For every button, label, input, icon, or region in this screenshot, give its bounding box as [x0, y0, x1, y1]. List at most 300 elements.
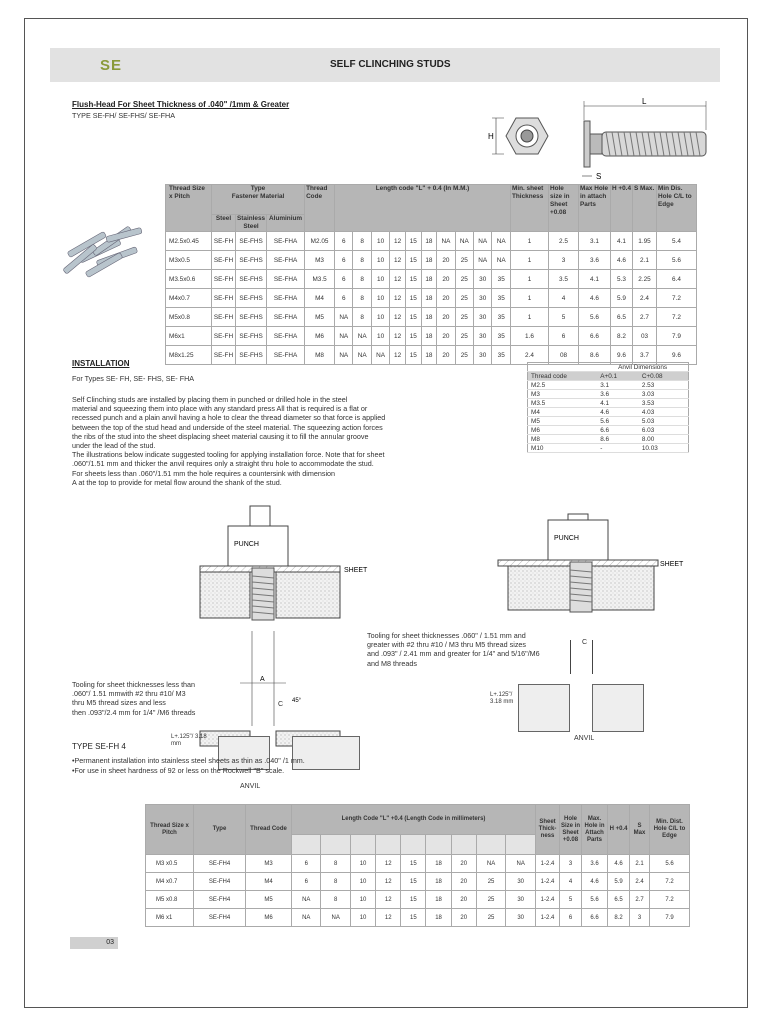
depth-label-left: L+.125"/ 3.18 mm	[171, 734, 207, 747]
anvil-cell: M8	[528, 435, 598, 444]
studs-spec-table	[165, 184, 697, 365]
anvil-cell: M3.5	[528, 399, 598, 408]
table-cell: SE-FH	[212, 270, 236, 289]
anvil-cell: 2.53	[639, 381, 689, 390]
table-cell: 15	[405, 327, 421, 346]
table-cell: 30	[474, 270, 492, 289]
table-cell: 30	[506, 873, 536, 891]
table-cell: 15	[405, 346, 421, 365]
table-cell: 30	[474, 289, 492, 308]
table-cell: M6x1	[166, 327, 212, 346]
table-cell: 10	[350, 909, 375, 927]
table-cell: NA	[492, 232, 511, 251]
table-cell: NA	[492, 251, 511, 270]
tooling-left-drawing	[200, 506, 380, 746]
table-cell: 1	[511, 289, 549, 308]
table-row	[166, 289, 697, 308]
dim-s-label: S	[596, 172, 602, 181]
table-cell: SE-FH4	[194, 873, 246, 891]
col-type	[212, 185, 305, 215]
dim-l-label: L	[642, 97, 647, 106]
col-length: Length code "L" + 0.4 (In M.M.)	[335, 185, 511, 232]
table-cell: 4	[560, 873, 582, 891]
fh4-col-code: Thread Code	[246, 805, 292, 855]
fh4-bullet-1: •Permanent installation into stainless steel sheets as thin as .040" /1 mm.	[72, 756, 305, 765]
table-cell: 3	[549, 251, 579, 270]
table-cell: M5x0.8	[166, 308, 212, 327]
table-cell: 4.1	[579, 270, 611, 289]
table-cell: 5.4	[657, 232, 697, 251]
table-cell: 2.4	[511, 346, 549, 365]
table-cell: 1-2.4	[536, 891, 560, 909]
table-cell: 5.6	[657, 251, 697, 270]
anvil-cell: 6.6	[597, 426, 639, 435]
table-cell: SE-FHA	[267, 251, 305, 270]
table-row	[166, 270, 697, 289]
anvil-dimensions-table	[527, 362, 689, 453]
table-row	[146, 891, 690, 909]
angle-label: 45°	[292, 698, 302, 704]
table-cell: SE-FH	[212, 251, 236, 270]
anvil-row	[528, 426, 689, 435]
col-h: H +0.4	[611, 185, 633, 232]
table-cell: 1	[511, 270, 549, 289]
anvil-cell: 3.03	[639, 390, 689, 399]
punch-label-right: PUNCH	[554, 535, 579, 542]
table-cell: 20	[437, 270, 455, 289]
fh4-spec-table	[145, 804, 690, 927]
tooling-right-drawing	[498, 514, 684, 624]
table-cell: 8.2	[611, 327, 633, 346]
intro-types: TYPE SE-FH/ SE-FHS/ SE-FHA	[72, 111, 176, 120]
table-cell: 8	[353, 289, 371, 308]
table-cell: 12	[376, 891, 401, 909]
table-cell: 20	[451, 891, 476, 909]
table-cell: NA	[321, 909, 350, 927]
table-row	[166, 308, 697, 327]
table-cell: NA	[474, 251, 492, 270]
table-cell: 8	[353, 270, 371, 289]
table-cell: 5.6	[650, 855, 690, 873]
table-cell: 1-2.4	[536, 855, 560, 873]
text-line: between the top of the stud head and underside of the steel material. The squeezing action forces	[72, 422, 383, 432]
table-cell: 4.1	[611, 232, 633, 251]
stud-side-view	[582, 97, 706, 181]
table-cell: 25	[455, 327, 473, 346]
table-cell: 15	[405, 289, 421, 308]
table-cell: 7.2	[650, 873, 690, 891]
anvil-col-c: C+0.08	[639, 372, 689, 381]
table-cell: 20	[451, 909, 476, 927]
table-cell: 20	[437, 289, 455, 308]
table-cell: 6	[560, 909, 582, 927]
anvil-row	[528, 399, 689, 408]
table-cell: SE-FHS	[236, 308, 267, 327]
table-cell: 1-2.4	[536, 909, 560, 927]
fh4-col-hole: Hole Size in Sheet +0.08	[560, 805, 582, 855]
table-cell: SE-FHS	[236, 346, 267, 365]
fh4-col-max-hole: Max. Hole in Attach Parts	[582, 805, 608, 855]
fh4-bullet-2: •For use in sheet hardness of 92 or less on the Rockwell "B" scale.	[72, 766, 285, 775]
table-cell: 1	[511, 232, 549, 251]
table-cell: 3	[560, 855, 582, 873]
table-cell: 35	[492, 327, 511, 346]
page-number: 03	[70, 937, 118, 949]
anvil-cell: 6.03	[639, 426, 689, 435]
fh4-spec-rows	[146, 855, 690, 927]
table-cell: SE-FHA	[267, 308, 305, 327]
table-cell: 18	[426, 873, 451, 891]
table-cell: 9.6	[657, 346, 697, 365]
table-cell: 25	[476, 909, 505, 927]
table-cell: M4	[246, 873, 292, 891]
table-cell: 10	[371, 232, 389, 251]
text-line: Tooling for sheet thicknesses .060" / 1.51 mm and	[367, 631, 526, 640]
table-cell: 6.4	[657, 270, 697, 289]
table-row	[166, 327, 697, 346]
anvil-cell: 3.6	[597, 390, 639, 399]
table-cell: 18	[421, 327, 437, 346]
table-cell: 8	[321, 891, 350, 909]
table-cell: 7.2	[657, 308, 697, 327]
text-line: .060"/ 1.51 mmwith #2 thru #10/ M3	[72, 689, 186, 699]
text-line: .060"/1.51 mm and thicker the anvil requires only a straight thru hole to accommodate the stud.	[72, 459, 374, 469]
table-cell: 2.1	[630, 855, 650, 873]
table-cell: NA	[455, 232, 473, 251]
table-cell: 6.5	[611, 308, 633, 327]
col-steel: Steel	[212, 215, 236, 232]
table-cell: SE-FH4	[194, 909, 246, 927]
table-cell: 1.6	[511, 327, 549, 346]
table-cell: 5.3	[611, 270, 633, 289]
anvil-cell: 10.03	[639, 444, 689, 453]
anvil-cell: M5	[528, 417, 598, 426]
fh4-heading: TYPE SE-FH 4	[72, 742, 126, 751]
table-cell: 18	[421, 346, 437, 365]
depth-label-right: L+.125"/ 3.18 mm	[490, 692, 514, 705]
table-cell: 5.9	[608, 873, 630, 891]
anvil-label-left: ANVIL	[240, 783, 261, 790]
table-cell: 12	[390, 251, 406, 270]
table-cell: M5 x0.8	[146, 891, 194, 909]
text-line: material and squeezing them into place with any standard press All that is required is a flat or	[72, 404, 368, 414]
table-cell: 2.4	[630, 873, 650, 891]
stud-end-view	[488, 118, 548, 154]
anvil-cell: M3	[528, 390, 598, 399]
table-cell: 03	[633, 327, 657, 346]
table-cell: 5	[560, 891, 582, 909]
table-cell: NA	[353, 346, 371, 365]
table-cell: 7.9	[650, 909, 690, 927]
table-cell: NA	[292, 909, 321, 927]
table-cell: 10	[371, 308, 389, 327]
anvil-cell: 4.03	[639, 408, 689, 417]
table-cell: 3.1	[579, 232, 611, 251]
table-cell: M5	[246, 891, 292, 909]
col-stainless: Stainless Steel	[237, 215, 266, 230]
table-cell: 10	[371, 289, 389, 308]
table-cell: 10	[371, 251, 389, 270]
text-line: A at the top to provide for metal flow around the shank of the stud.	[72, 477, 282, 487]
table-cell: 12	[376, 873, 401, 891]
table-cell: 12	[390, 346, 406, 365]
table-cell: 10	[371, 327, 389, 346]
text-line: For sheets less than .060"/1.51 mm the hole requires a countersink with dimension	[72, 468, 336, 478]
table-cell: 12	[390, 327, 406, 346]
anvil-row	[528, 417, 689, 426]
table-cell: 18	[426, 891, 451, 909]
table-cell: SE-FHS	[236, 289, 267, 308]
table-cell: SE-FH	[212, 308, 236, 327]
anvil-row	[528, 435, 689, 444]
table-cell: 8	[353, 232, 371, 251]
dim-a-label-left: A	[260, 676, 265, 683]
table-cell: 20	[451, 855, 476, 873]
text-line: greater with #2 thru #10 / M3 thru M5 thread sizes	[367, 640, 527, 650]
table-cell: 1	[511, 251, 549, 270]
table-cell: NA	[292, 891, 321, 909]
table-cell: SE-FH	[212, 327, 236, 346]
table-cell: 6.6	[582, 909, 608, 927]
table-cell: 8.6	[579, 346, 611, 365]
col-aluminium: Aluminium	[267, 215, 305, 232]
table-cell: 3.5	[549, 270, 579, 289]
dim-c-label-right: C	[582, 639, 588, 646]
table-cell: 6	[335, 289, 353, 308]
table-cell: 10	[350, 873, 375, 891]
table-cell: 08	[549, 346, 579, 365]
table-cell: M5	[305, 308, 335, 327]
table-cell: 8.2	[608, 909, 630, 927]
table-cell: 3.6	[579, 251, 611, 270]
tooling-left-caption	[72, 680, 222, 717]
table-cell: SE-FHA	[267, 270, 305, 289]
table-cell: SE-FHS	[236, 270, 267, 289]
table-cell: 18	[421, 270, 437, 289]
table-cell: NA	[474, 232, 492, 251]
anvil-cell: 8.00	[639, 435, 689, 444]
table-cell: 1-2.4	[536, 873, 560, 891]
studs-photo	[56, 218, 148, 280]
table-cell: 35	[492, 346, 511, 365]
anvil-cell: 3.1	[597, 381, 639, 390]
table-cell: 10	[350, 891, 375, 909]
table-row	[166, 251, 697, 270]
table-cell: 30	[474, 346, 492, 365]
table-cell: SE-FH	[212, 346, 236, 365]
table-cell: 15	[405, 232, 421, 251]
studs-spec-rows	[166, 232, 697, 365]
table-cell: NA	[371, 346, 389, 365]
table-cell: 2.7	[630, 891, 650, 909]
col-s: S Max.	[633, 185, 657, 232]
text-line: The illustrations below indicate suggested tooling for applying installation force. Note that for sheet	[72, 450, 385, 460]
table-cell: 7.9	[657, 327, 697, 346]
table-cell: M3	[305, 251, 335, 270]
table-cell: 15	[401, 891, 426, 909]
anvil-cell: 5.6	[597, 417, 639, 426]
table-cell: 3.7	[633, 346, 657, 365]
table-cell: M3.5	[305, 270, 335, 289]
table-cell: 7.2	[657, 289, 697, 308]
stud-drawing	[486, 96, 716, 186]
text-line: under the lead of the stud.	[72, 441, 156, 451]
page-title: SELF CLINCHING STUDS	[330, 59, 451, 70]
table-cell: 18	[421, 308, 437, 327]
table-cell: 3.6	[582, 855, 608, 873]
table-cell: SE-FHA	[267, 232, 305, 251]
table-cell: 35	[492, 308, 511, 327]
table-cell: 9.6	[611, 346, 633, 365]
table-cell: NA	[353, 327, 371, 346]
anvil-cell: M4	[528, 408, 598, 417]
anvil-cell: 3.53	[639, 399, 689, 408]
fh4-col-thread: Thread Size x Pitch	[146, 805, 194, 855]
sheet-label-right: SHEET	[660, 561, 684, 568]
table-cell: 6	[549, 327, 579, 346]
table-cell: 12	[390, 232, 406, 251]
anvil-cell: -	[597, 444, 639, 453]
table-cell: 6	[335, 251, 353, 270]
text-line: and M8 threads	[367, 658, 417, 668]
page-content	[50, 48, 720, 978]
table-cell: 12	[376, 855, 401, 873]
table-cell: 25	[455, 308, 473, 327]
table-cell: 15	[405, 251, 421, 270]
fh4-col-min-dist: Min. Dist. Hole C/L to Edge	[650, 805, 690, 855]
table-cell: 25	[455, 289, 473, 308]
page-header	[50, 48, 720, 82]
table-cell: 18	[421, 232, 437, 251]
anvil-cell: 4.6	[597, 408, 639, 417]
table-cell: 15	[401, 855, 426, 873]
table-cell: 2.25	[633, 270, 657, 289]
table-cell: 20	[451, 873, 476, 891]
table-cell: M4	[305, 289, 335, 308]
table-cell: 8	[321, 873, 350, 891]
table-cell: M8	[305, 346, 335, 365]
table-cell: 18	[421, 251, 437, 270]
table-cell: 6	[292, 873, 321, 891]
table-cell: 10	[371, 270, 389, 289]
installation-heading: INSTALLATION	[72, 359, 130, 368]
table-cell: SE-FH	[212, 232, 236, 251]
table-cell: 6	[335, 232, 353, 251]
text-line: then .093"/2.4 mm for 1/4" /M6 threads	[72, 707, 196, 717]
table-cell: 4.6	[579, 289, 611, 308]
table-cell: 25	[455, 270, 473, 289]
fh4-col-s: S Max	[630, 805, 650, 855]
table-cell: 2.5	[549, 232, 579, 251]
table-cell: M4x0.7	[166, 289, 212, 308]
table-cell: 6	[292, 855, 321, 873]
installation-types: For Types SE- FH, SE- FHS, SE- FHA	[72, 374, 195, 383]
table-cell: 30	[506, 909, 536, 927]
anvil-cell: 4.1	[597, 399, 639, 408]
table-row	[146, 873, 690, 891]
text-line: thru M5 thread sizes and less	[72, 698, 166, 708]
table-cell: 25	[455, 251, 473, 270]
col-hole-size: Hole size in Sheet +0.08	[549, 185, 579, 232]
table-cell: 25	[455, 346, 473, 365]
table-row	[146, 909, 690, 927]
table-cell: 2.7	[633, 308, 657, 327]
table-cell: SE-FHS	[236, 251, 267, 270]
table-cell: SE-FHA	[267, 346, 305, 365]
table-cell: 30	[474, 327, 492, 346]
anvil-row	[528, 381, 689, 390]
table-cell: 6.6	[579, 327, 611, 346]
table-cell: M6 x1	[146, 909, 194, 927]
table-cell: SE-FHA	[267, 327, 305, 346]
table-cell: M3.5x0.6	[166, 270, 212, 289]
anvil-row	[528, 390, 689, 399]
table-cell: 2.4	[633, 289, 657, 308]
table-cell: SE-FH4	[194, 891, 246, 909]
table-cell: 5.9	[611, 289, 633, 308]
table-cell: 20	[437, 251, 455, 270]
fh4-col-sheet: Sheet Thick-ness	[536, 805, 560, 855]
table-cell: SE-FHS	[236, 327, 267, 346]
table-cell: 4.6	[582, 873, 608, 891]
table-cell: 10	[350, 855, 375, 873]
table-cell: 12	[390, 270, 406, 289]
fh4-col-h: H +0.4	[608, 805, 630, 855]
sheet-label-left: SHEET	[344, 567, 368, 574]
table-cell: 8	[353, 251, 371, 270]
table-cell: 1	[511, 308, 549, 327]
table-cell: 20	[437, 308, 455, 327]
table-cell: NA	[335, 308, 353, 327]
table-cell: 6	[335, 270, 353, 289]
table-cell: 8	[353, 308, 371, 327]
table-cell: M4 x0.7	[146, 873, 194, 891]
table-cell: M3x0.5	[166, 251, 212, 270]
table-cell: M6	[305, 327, 335, 346]
company-logo: SE	[100, 57, 123, 74]
table-cell: 18	[426, 909, 451, 927]
anvil-cell: M6	[528, 426, 598, 435]
table-cell: M2.5x0.45	[166, 232, 212, 251]
anvil-cell: M10	[528, 444, 598, 453]
table-cell: 1.95	[633, 232, 657, 251]
table-cell: M2.05	[305, 232, 335, 251]
table-cell: 8	[321, 855, 350, 873]
anvil-cell: 8.6	[597, 435, 639, 444]
table-cell: 4.6	[608, 855, 630, 873]
table-cell: 35	[492, 270, 511, 289]
table-cell: 6.5	[608, 891, 630, 909]
table-cell: 25	[476, 891, 505, 909]
table-cell: M6	[246, 909, 292, 927]
col-thread-code: Thread Code	[305, 185, 335, 232]
table-cell: 30	[506, 891, 536, 909]
table-cell: 12	[390, 308, 406, 327]
table-cell: SE-FHS	[236, 232, 267, 251]
table-cell: SE-FHA	[267, 289, 305, 308]
text-line: Tooling for sheet thicknesses less than	[72, 680, 196, 689]
anvil-row	[528, 408, 689, 417]
table-cell: 3	[630, 909, 650, 927]
table-cell: 15	[401, 909, 426, 927]
table-row	[166, 232, 697, 251]
table-cell: 7.2	[650, 891, 690, 909]
table-cell: M8x1.25	[166, 346, 212, 365]
anvil-table-title: Anvil Dimensions	[597, 363, 688, 372]
table-cell: 20	[437, 346, 455, 365]
table-cell: 15	[405, 308, 421, 327]
table-cell: 5.6	[582, 891, 608, 909]
